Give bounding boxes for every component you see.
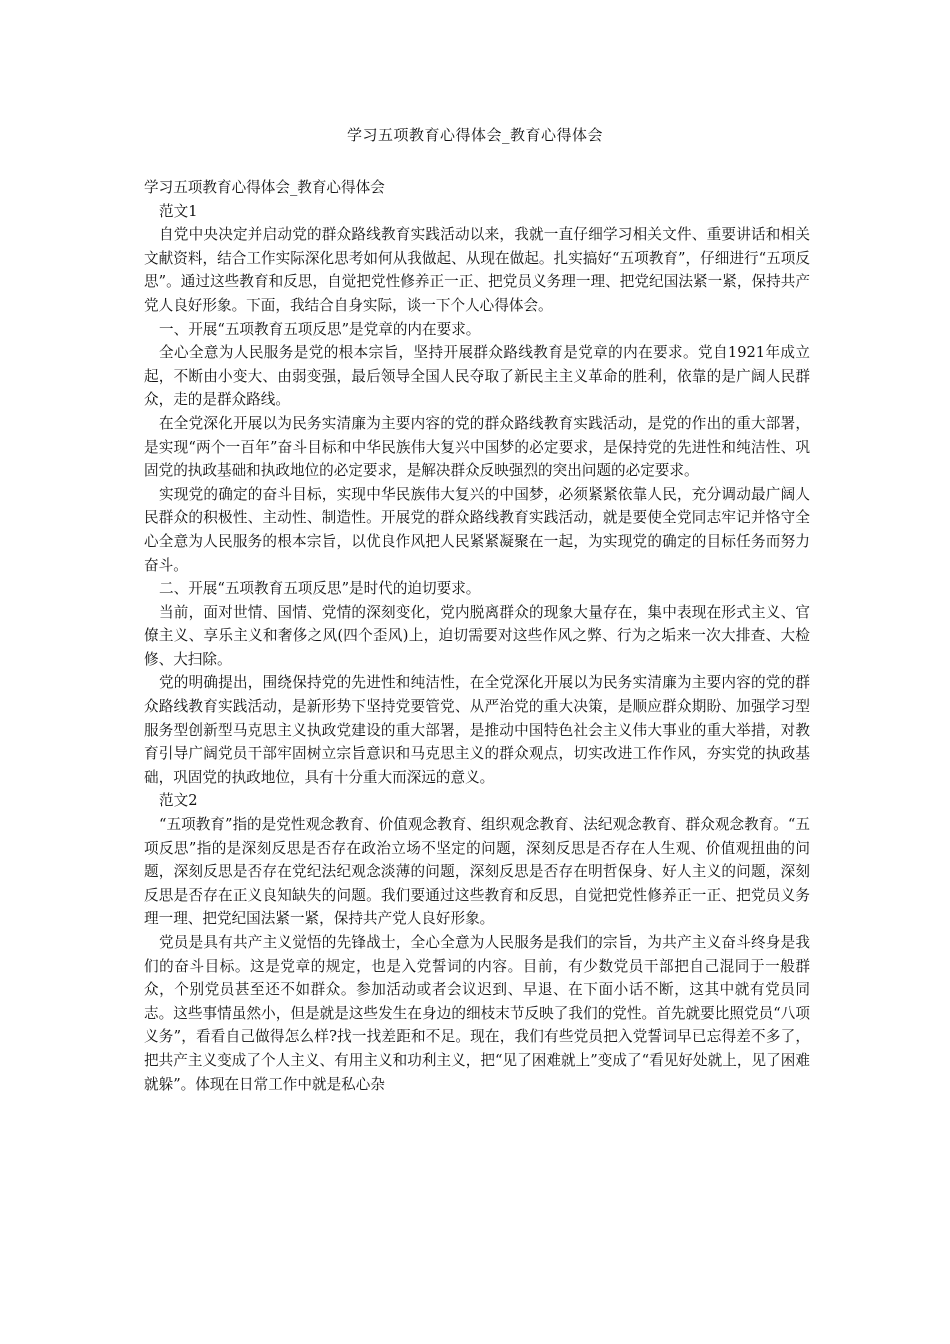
paragraph: “五项教育”指的是党性观念教育、价值观念教育、组织观念教育、法纪观念教育、群众观念教育。“五项反思”指的是深刻反思是否存在政治立场不坚定的问题，深刻反思是否存在人生观、价值观扭曲的问题，深刻反思是否存在党纪法纪观念淡薄的问题，深刻反思是否存在明哲保身、好人主义的问题，深刻反思是否存在正义良知缺失的问题。我们要通过这些教育和反思，自觉把党性修养正一正、把党员义务理一理、把党纪国法紧一紧，保持共产党人良好形象。 bbox=[144, 816, 810, 928]
section-heading: 二、开展“五项教育五项反思”是时代的迫切要求。 bbox=[159, 580, 481, 598]
document-title: 学习五项教育心得体会_教育心得体会 bbox=[346, 126, 603, 144]
paragraph: 实现党的确定的奋斗目标，实现中华民族伟大复兴的中国梦，必须紧紧依靠人民，充分调动最广阔人民群众的积极性、主动性、制造性。开展党的群众路线教育实践活动，就是要使全党同志牢记并恪守全心全意为人民服务的根本宗旨，以优良作风把人民紧紧凝聚在一起，为实现党的确定的目标任务而努力奋斗。 bbox=[144, 485, 810, 574]
paragraph: 范文2 bbox=[159, 792, 198, 810]
paragraph: 全心全意为人民服务是党的根本宗旨，坚持开展群众路线教育是党章的内在要求。党自1921年成立起，不断由小变大、由弱变强，最后领导全国人民夺取了新民主主义革命的胜利，依靠的是广阔人民群众，走的是群众路线。 bbox=[144, 344, 810, 409]
paragraph: 在全党深化开展以为民务实清廉为主要内容的党的群众路线教育实践活动，是党的作出的重大部署，是实现“两个一百年”奋斗目标和中华民族伟大复兴中国梦的必定要求，是保持党的先进性和纯洁性、巩固党的执政基础和执政地位的必定要求，是解决群众反映强烈的突出问题的必定要求。 bbox=[144, 414, 810, 480]
paragraph: 党的明确提出，围绕保持党的先进性和纯洁性，在全党深化开展以为民务实清廉为主要内容的党的群众路线教育实践活动，是新形势下坚持党要管党、从严治党的重大决策，是顺应群众期盼、加强学习型服务型创新型马克思主义执政党建设的重大部署，是推动中国特色社会主义伟大事业的重大举措，对教育引导广阔党员干部牢固树立宗旨意识和马克思主义的群众观点，切实改进工作作风，夯实党的执政基础，巩固党的执政地位，具有十分重大而深远的意义。 bbox=[144, 674, 810, 786]
document-body bbox=[144, 176, 810, 1096]
section-heading: 一、开展“五项教育五项反思”是党章的内在要求。 bbox=[159, 320, 481, 338]
paragraph: 范文1 bbox=[159, 202, 198, 220]
paragraph: 当前，面对世情、国情、党情的深刻变化，党内脱离群众的现象大量存在，集中表现在形式主义、官僚主义、享乐主义和奢侈之风(四个歪风)上，迫切需要对这些作风之弊、行为之垢来一次大排查、大检修、大扫除。 bbox=[144, 603, 810, 668]
paragraph: 党员是具有共产主义觉悟的先锋战士，全心全意为人民服务是我们的宗旨，为共产主义奋斗终身是我们的奋斗目标。这是党章的规定，也是入党誓词的内容。目前，有少数党员干部把自己混同于一般群众，个别党员甚至还不如群众。参加活动或者会议迟到、早退、在下面小话不断，这其中就有党员同志。这些事情虽然小，但是就是这些发生在身边的细枝末节反映了我们的党性。首先就要比照党员“八项义务”，看看自己做得怎么样?找一找差距和不足。现在，我们有些党员把入党誓词早已忘得差不多了，把共产主义变成了个人主义、有用主义和功利主义，把“见了困难就上”变成了“看见好处就上，见了困难就躲”。体现在日常工作中就是私心杂 bbox=[144, 934, 810, 1093]
document-subtitle: 学习五项教育心得体会_教育心得体会 bbox=[144, 179, 385, 196]
paragraph: 自党中央决定并启动党的群众路线教育实践活动以来，我就一直仔细学习相关文件、重要讲话和相关文献资料，结合工作实际深化思考如何从我做起、从现在做起。扎实搞好“五项教育”，仔细进行“五项反思”。通过这些教育和反思，自觉把党性修养正一正、把党员义务理一理、把党纪国法紧一紧，保持共产党人良好形象。下面，我结合自身实际，谈一下个人心得体会。 bbox=[144, 226, 810, 314]
